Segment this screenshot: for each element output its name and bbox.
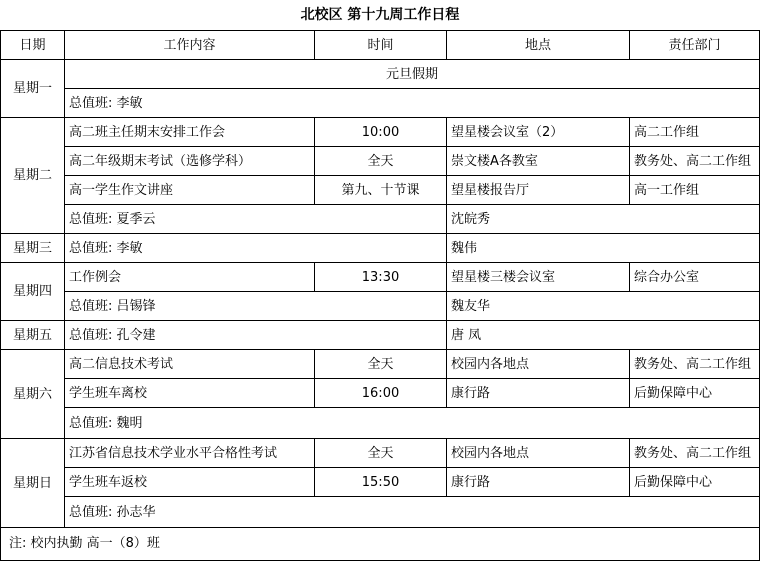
dept-cell: 教务处、高二工作组: [630, 147, 760, 176]
page-title: 北校区 第十九周工作日程: [300, 7, 460, 23]
header-row: [1, 31, 760, 60]
dept-cell: 后勤保障中心: [630, 468, 760, 497]
duty-cell: 总值班: 孙志华: [65, 497, 760, 528]
table-row: [1, 205, 760, 234]
content-cell: 学生班车返校: [65, 468, 315, 497]
time-cell: 16:00: [315, 379, 447, 408]
duty-cell: 总值班: 孔令建: [65, 321, 447, 350]
content-cell: 高二班主任期末安排工作会: [65, 118, 315, 147]
place-cell: 康行路: [447, 468, 630, 497]
table-row: [1, 176, 760, 205]
table-row: [1, 234, 760, 263]
day-label-fri: 星期五: [1, 321, 65, 350]
place-cell: 望星楼会议室（2）: [447, 118, 630, 147]
dept-cell: 高二工作组: [630, 118, 760, 147]
table-row: [1, 147, 760, 176]
duty-secondary-cell: 魏友华: [447, 292, 760, 321]
time-cell: 10:00: [315, 118, 447, 147]
duty-cell: 总值班: 李敏: [65, 234, 447, 263]
day-label-mon: 星期一: [1, 60, 65, 118]
content-cell: 高二年级期末考试（选修学科）: [65, 147, 315, 176]
holiday-cell: 元旦假期: [65, 60, 760, 89]
place-cell: 康行路: [447, 379, 630, 408]
table-row: [1, 60, 760, 89]
content-cell: 工作例会: [65, 263, 315, 292]
content-cell: 高一学生作文讲座: [65, 176, 315, 205]
dept-cell: 教务处、高二工作组: [630, 350, 760, 379]
place-cell: 校园内各地点: [447, 439, 630, 468]
header-content: 工作内容: [65, 31, 315, 60]
table-row: [1, 292, 760, 321]
time-cell: 第九、十节课: [315, 176, 447, 205]
place-cell: 望星楼三楼会议室: [447, 263, 630, 292]
duty-cell: 总值班: 夏季云: [65, 205, 447, 234]
day-label-sat: 星期六: [1, 350, 65, 439]
dept-cell: 后勤保障中心: [630, 379, 760, 408]
day-label-sun: 星期日: [1, 439, 65, 528]
dept-cell: 教务处、高二工作组: [630, 439, 760, 468]
day-label-tue: 星期二: [1, 118, 65, 234]
content-cell: 学生班车离校: [65, 379, 315, 408]
time-cell: 全天: [315, 147, 447, 176]
header-dept: 责任部门: [630, 31, 760, 60]
table-row: [1, 408, 760, 439]
duty-cell: 总值班: 吕锡锋: [65, 292, 447, 321]
header-place: 地点: [447, 31, 630, 60]
time-cell: 全天: [315, 350, 447, 379]
time-cell: 13:30: [315, 263, 447, 292]
table-row: [1, 89, 760, 118]
table-row: [1, 439, 760, 468]
day-label-wed: 星期三: [1, 234, 65, 263]
content-cell: 高二信息技术考试: [65, 350, 315, 379]
schedule-table: [0, 30, 760, 528]
day-label-thu: 星期四: [1, 263, 65, 321]
duty-cell: 总值班: 魏明: [65, 408, 760, 439]
table-row: [1, 350, 760, 379]
duty-secondary-cell: 魏伟: [447, 234, 760, 263]
table-row: [1, 321, 760, 350]
place-cell: 望星楼报告厅: [447, 176, 630, 205]
place-cell: 校园内各地点: [447, 350, 630, 379]
table-row: [1, 379, 760, 408]
dept-cell: 高一工作组: [630, 176, 760, 205]
table-row: [1, 497, 760, 528]
duty-secondary-cell: 沈皖秀: [447, 205, 760, 234]
header-time: 时间: [315, 31, 447, 60]
table-row: [1, 118, 760, 147]
footnote: 注: 校内执勤 高一（8）班: [0, 528, 760, 561]
table-row: [1, 263, 760, 292]
header-date: 日期: [1, 31, 65, 60]
table-row: [1, 468, 760, 497]
duty-cell: 总值班: 李敏: [65, 89, 760, 118]
content-cell: 江苏省信息技术学业水平合格性考试: [65, 439, 315, 468]
duty-secondary-cell: 唐 凤: [447, 321, 760, 350]
time-cell: 15:50: [315, 468, 447, 497]
dept-cell: 综合办公室: [630, 263, 760, 292]
time-cell: 全天: [315, 439, 447, 468]
place-cell: 崇文楼A各教室: [447, 147, 630, 176]
